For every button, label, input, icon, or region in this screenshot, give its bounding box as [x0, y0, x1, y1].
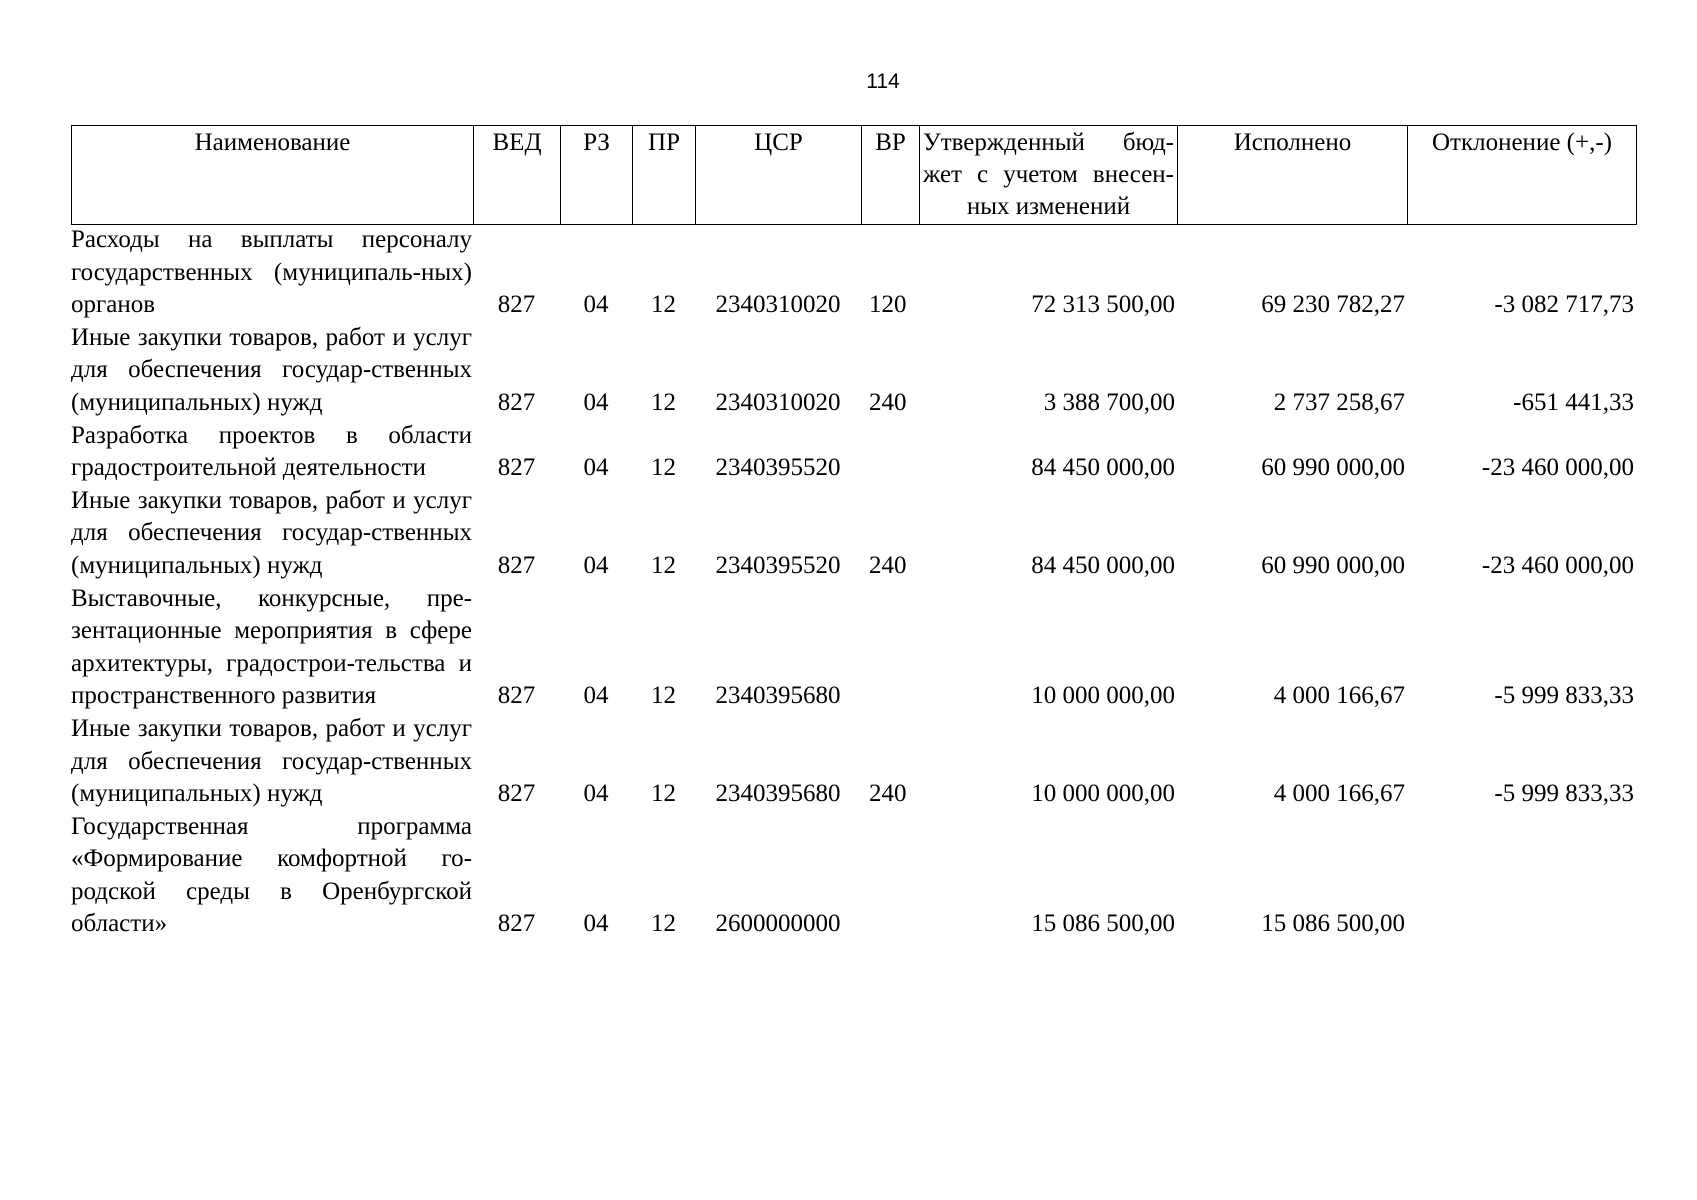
cell-rz: 04 — [583, 910, 609, 938]
cell-ved: 827 — [497, 910, 536, 938]
cell-csr: 2340395520 — [715, 454, 841, 482]
cell-csr: 2600000000 — [715, 910, 841, 938]
cell-deviation: -23 460 000,00 — [1481, 454, 1634, 482]
table-body — [71, 224, 1636, 941]
cell-rz: 04 — [583, 780, 609, 808]
cell-vr — [861, 420, 919, 485]
header-pr: ПР — [633, 126, 696, 225]
cell-executed: 15 086 500,00 — [1261, 910, 1405, 938]
cell-name: Иные закупки товаров, работ и услуг для обеспечения государ-ственных (муниципальных) нужд — [71, 714, 472, 808]
table-row — [71, 713, 1636, 811]
cell-deviation: -5 999 833,33 — [1494, 780, 1634, 808]
cell-deviation: -5 999 833,33 — [1494, 682, 1634, 710]
cell-csr: 2340395520 — [715, 551, 841, 579]
cell-csr: 2340310020 — [715, 388, 841, 416]
cell-pr: 12 — [651, 388, 676, 416]
cell-vr — [861, 583, 919, 713]
header-rz: РЗ — [561, 126, 633, 225]
cell-rz: 04 — [583, 388, 609, 416]
cell-budget: 72 313 500,00 — [1031, 291, 1175, 319]
cell-executed: 60 990 000,00 — [1261, 454, 1405, 482]
cell-ved: 827 — [497, 780, 536, 808]
cell-pr: 12 — [651, 551, 676, 579]
cell-name: Разработка проектов в области градостроительной деятельности — [71, 421, 472, 482]
cell-ved: 827 — [497, 454, 536, 482]
cell-pr: 12 — [651, 291, 676, 319]
table-row — [71, 583, 1636, 713]
cell-csr: 2340395680 — [715, 780, 841, 808]
cell-ved: 827 — [497, 551, 536, 579]
cell-vr: 120 — [869, 291, 907, 319]
cell-pr: 12 — [651, 910, 676, 938]
cell-pr: 12 — [651, 454, 676, 482]
table-row — [71, 322, 1636, 420]
cell-name: Расходы на выплаты персоналу государственных (муниципаль-ных) органов — [71, 226, 472, 319]
cell-rz: 04 — [583, 291, 609, 319]
cell-name: Иные закупки товаров, работ и услуг для обеспечения государ-ственных (муниципальных) нужд — [71, 486, 472, 579]
cell-budget: 10 000 000,00 — [1031, 780, 1175, 808]
page-number: 114 — [866, 70, 900, 93]
cell-name: Выставочные, конкурсные, пре-зентационные мероприятия в сфере архитектуры, градострои-тельства и пространственного развития — [71, 584, 472, 710]
cell-rz: 04 — [583, 551, 609, 579]
header-vr: ВР — [862, 126, 920, 225]
table-row — [71, 420, 1636, 485]
cell-csr: 2340395680 — [715, 682, 841, 710]
cell-vr: 240 — [869, 388, 907, 416]
cell-executed: 4 000 166,67 — [1273, 682, 1405, 710]
cell-vr — [861, 811, 919, 941]
cell-pr: 12 — [651, 682, 676, 710]
cell-executed: 2 737 258,67 — [1273, 388, 1405, 416]
cell-ved: 827 — [497, 291, 536, 319]
header-csr: ЦСР — [696, 126, 862, 225]
cell-executed: 69 230 782,27 — [1261, 291, 1405, 319]
cell-rz: 04 — [583, 454, 609, 482]
table-row — [71, 224, 1636, 322]
cell-budget: 3 388 700,00 — [1043, 388, 1175, 416]
cell-vr: 240 — [869, 780, 907, 808]
header-name: Наименование — [72, 126, 474, 225]
header-executed: Исполнено — [1178, 126, 1408, 225]
cell-name: Государственная программа «Формирование комфортной го-родской среды в Оренбургской области» — [71, 812, 472, 938]
header-ved: ВЕД — [474, 126, 561, 225]
cell-deviation: -23 460 000,00 — [1481, 551, 1634, 579]
table-header — [71, 125, 1637, 225]
cell-deviation: -3 082 717,73 — [1494, 291, 1634, 319]
cell-deviation — [1407, 811, 1636, 941]
cell-ved: 827 — [497, 682, 536, 710]
cell-budget: 15 086 500,00 — [1031, 910, 1175, 938]
header-deviation: Отклонение (+,-) — [1408, 126, 1637, 225]
cell-budget: 84 450 000,00 — [1031, 551, 1175, 579]
table-row — [71, 811, 1636, 941]
cell-rz: 04 — [583, 682, 609, 710]
cell-executed: 60 990 000,00 — [1261, 551, 1405, 579]
cell-executed: 4 000 166,67 — [1273, 780, 1405, 808]
cell-csr: 2340310020 — [715, 291, 841, 319]
cell-vr: 240 — [869, 551, 907, 579]
cell-budget: 10 000 000,00 — [1031, 682, 1175, 710]
cell-budget: 84 450 000,00 — [1031, 454, 1175, 482]
cell-ved: 827 — [497, 388, 536, 416]
cell-deviation: -651 441,33 — [1513, 388, 1634, 416]
table-row — [71, 485, 1636, 583]
header-budget: Утвержденный бюд-жет с учетом внесен-ных изменений — [920, 126, 1178, 225]
cell-name: Иные закупки товаров, работ и услуг для обеспечения государ-ственных (муниципальных) нужд — [71, 323, 472, 416]
cell-pr: 12 — [651, 780, 676, 808]
